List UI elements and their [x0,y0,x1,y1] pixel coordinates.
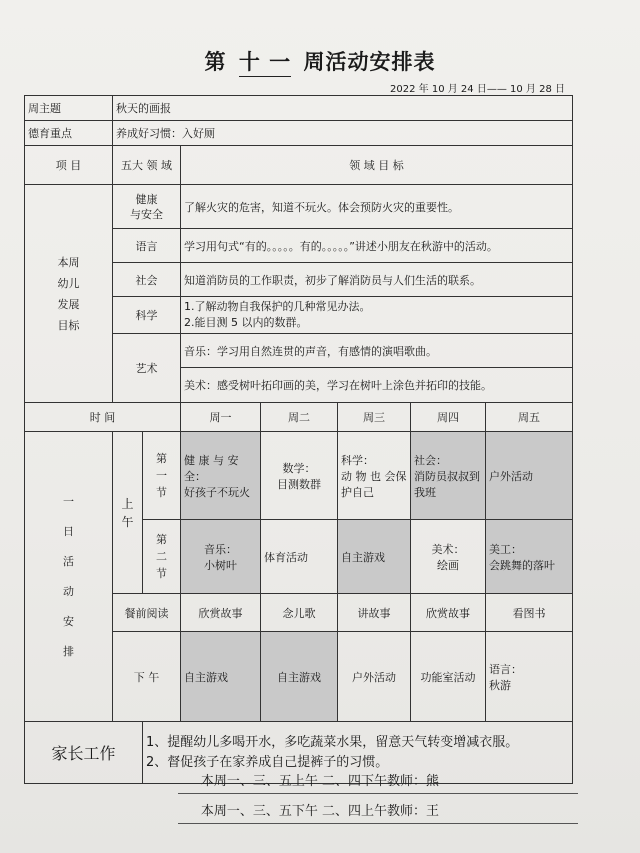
footer-rule [178,793,578,794]
activity-cell: 音乐： 小树叶 [181,520,261,594]
premeal-label: 餐前阅读 [113,594,181,632]
footer-rule [178,823,578,824]
activity-cell: 欣赏故事 [411,594,486,632]
day-header: 周五 [486,403,573,432]
goal-row [25,185,573,229]
teacher-line-1: 本周一、三、五上午 二、四下午教师：熊 [200,774,440,789]
day-header: 周一 [181,403,261,432]
activity-cell: 美工： 会跳舞的落叶 [486,520,573,594]
goal-domain: 语言 [113,229,181,263]
period-1-row [25,432,573,520]
goals-label: 本周 幼儿 发展 目标 [25,185,113,403]
activity-cell: 美术： 绘画 [411,520,486,594]
activity-cell: 户外活动 [486,432,573,520]
weekly-theme-label: 周主题 [25,96,113,121]
item-header: 项 目 [25,146,113,185]
moral-focus-value: 养成好习惯：入好厕 [113,121,573,146]
day-header: 周四 [411,403,486,432]
activity-cell: 念儿歌 [261,594,338,632]
activity-cell: 户外活动 [338,632,411,722]
parent-work-item: 1、提醒幼儿多喝开水，多吃蔬菜水果，留意天气转变增减衣服。 [146,734,519,750]
weekly-theme-row [25,96,573,121]
goal-text: 知道消防员的工作职责，初步了解消防员与人们生活的联系。 [181,263,573,297]
activity-cell: 数学： 目测数群 [261,432,338,520]
title-prefix: 第 [204,50,227,74]
weekly-theme-value: 秋天的画报 [113,96,573,121]
activity-cell: 功能室活动 [411,632,486,722]
activity-cell: 语言： 秋游 [486,632,573,722]
schedule-table [24,95,573,784]
moral-focus-row [25,121,573,146]
activity-cell: 科学： 动 物 也 会保护自己 [338,432,411,520]
goal-text: 学习用句式“有的。。。。。有的。。。。。”讲述小朋友在秋游中的活动。 [181,229,573,263]
parent-work-label: 家长工作 [25,722,143,784]
activity-cell: 看图书 [486,594,573,632]
goal-text: 了解火灾的危害，知道不玩火。体会预防火灾的重要性。 [181,185,573,229]
goal-domain: 科学 [113,297,181,334]
activity-cell: 欣赏故事 [181,594,261,632]
goal-domain: 社会 [113,263,181,297]
day-header: 周二 [261,403,338,432]
page-title [0,46,640,77]
domain-goal-header: 领 域 目 标 [181,146,573,185]
teacher-line-2: 本周一、三、五下午 二、四上午教师：王 [200,804,440,819]
period-1-label: 第 一 节 [143,432,181,520]
daily-schedule-label: 一 日 活 动 安 排 [25,432,113,722]
activity-cell: 自主游戏 [181,632,261,722]
date-range: 2022 年 10 月 24 日—— 10 月 28 日 [390,84,565,95]
parent-work-item: 2、督促孩子在家养成自己提裤子的习惯。 [146,754,389,770]
period-2-label: 第 二 节 [143,520,181,594]
activity-cell: 社会： 消防员叔叔到我班 [411,432,486,520]
activity-cell: 健 康 与 安全： 好孩子不玩火 [181,432,261,520]
moral-focus-label: 德育重点 [25,121,113,146]
afternoon-label: 下 午 [113,632,181,722]
activity-cell: 自主游戏 [338,520,411,594]
day-header: 周三 [338,403,411,432]
activity-cell: 体育活动 [261,520,338,594]
time-label: 时 间 [25,403,181,432]
title-suffix: 周活动安排表 [303,50,436,74]
goal-domain: 健康 与安全 [113,185,181,229]
goal-domain: 艺术 [113,334,181,403]
time-header-row [25,403,573,432]
goal-text-art: 美术：感受树叶拓印画的美，学习在树叶上涂色并拓印的技能。 [181,368,573,403]
activity-cell: 讲故事 [338,594,411,632]
morning-label: 上 午 [113,432,143,594]
goal-text: 1.了解动物自我保护的几种常见办法。 2.能目测 5 以内的数群。 [181,297,573,334]
goals-header-row [25,146,573,185]
goal-text-music: 音乐：学习用自然连贯的声音，有感情的演唱歌曲。 [181,334,573,368]
five-domains-header: 五大 领 域 [113,146,181,185]
week-number: 十 一 [239,46,291,77]
activity-cell: 自主游戏 [261,632,338,722]
